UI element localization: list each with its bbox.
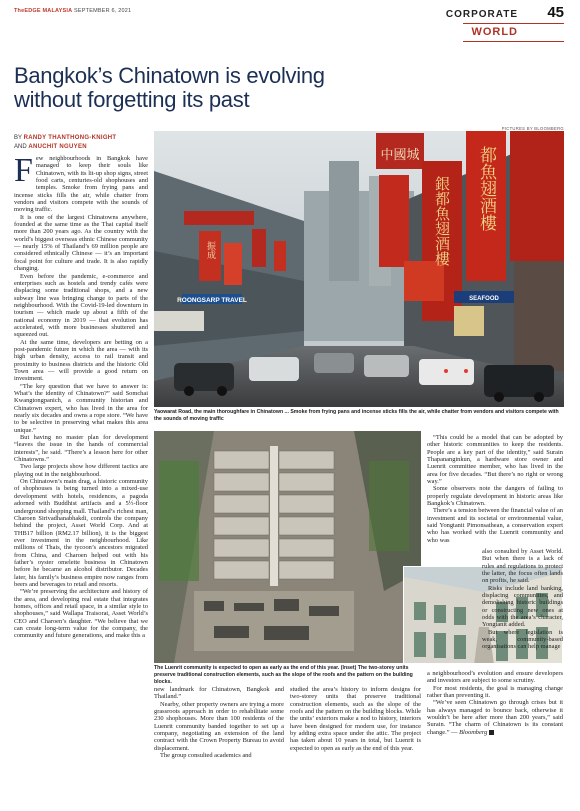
aerial-illustration — [154, 431, 421, 663]
caption-main-photo: Yaowarat Road, the main thoroughfare in Chinatown ... Smoke from frying pans and incense sticks fills the air, while chatter from vendors and visitors compete with the sounds of moving traffic — [154, 409, 559, 422]
paragraph: “We’re preserving the architecture and history of the area, and developing real estate that integrates homes, offices and retail space, in a similar style to shophouses,” said Wallapa Traisorat, Asset World’s CEO and Charoen’s daughter. “We believe that we can create long-term value for the company, the community and future generations, and make this a — [14, 588, 148, 640]
paragraph: But having no master plan for development “leaves the issue in the hands of commercial interests”, he said. “There’s a lesson here for other Chinatowns.” — [14, 434, 148, 464]
paragraph: Nearby, other property owners are trying a more grassroots approach in order to rehabilitate some 230 shophouses. More than 100 residents of the Luenrit community banded together to set up a company, negotiating an extension of the land contract with the Crown Property Bureau to avoid displacement. — [154, 700, 284, 752]
masthead-date: SEPTEMBER 6, 2021 — [74, 8, 132, 14]
byline-author-1: RANDY THANTHONG-KNIGHT — [23, 135, 117, 141]
byline-by: BY — [14, 135, 22, 141]
paragraph: For most residents, the goal is managing change rather than preventing it. — [427, 684, 563, 700]
photo-yaowarat-road — [154, 131, 564, 407]
subsection-label: WORLD — [471, 26, 518, 38]
paragraph — [427, 699, 563, 736]
end-mark-icon — [489, 730, 494, 735]
section-rule — [463, 23, 564, 24]
masthead — [14, 8, 131, 14]
paragraph-text: “We’ve seen Chinatown go through crises but it has always managed to bounce back, otherwise it wouldn’t be here after more than 200 years,” said Surain. “The charm of Chinatown is its constant change.” — — [427, 699, 563, 736]
paragraph: On Chinatown’s main drag, a historic community of shophouses is being turned into a mixed-use development with hotels, residences, a pagoda adorned with Buddhist artifacts and a 5½-floor underground shopping mall. Thailand’s richest man, Charoen Sirivadhanabhakdi, controls the company behind the project, Asset World Corp. And at THB17 billion (RM2.17 billion), it is the biggest ever investment in the neighbourhood. Like millions of Thais, the tycoon’s ancestors migrated from China, and Charoen helped out with his father’s oyster omelette business in Chinatown before he became an alcohol distributor. Decades later, his family’s business empire now ranges from beers and beverages to retail and resorts. — [14, 478, 148, 588]
subsection-rule — [463, 41, 564, 42]
paragraph: also consulted by Asset World. But when there is a lack of rules and regulations to protect the latter, the focus often lands on profits, he said. — [482, 548, 563, 585]
paragraph: It is one of the largest Chinatowns anywhere, founded at the same time as the Thai capital itself more than 200 years ago. As the country with the world’s biggest overseas ethnic Chinese community — nearly 15% of Thailand’s 69 million people are considered ethnically Chinese — it’s an important focal point for culture and trade. It is also rapidly changing. — [14, 213, 148, 273]
byline-and: AND — [14, 144, 27, 150]
street-scene-illustration — [154, 131, 564, 407]
sign-off: Bloomberg — [459, 728, 488, 736]
paragraph: “This could be a model that can be adopted by other historic communities to keep the residents. People are a key part of the identity,” said Surain Thapananginkun, a hardware store owner and Luenrit committee member, who has lived in the area for five decades. “But there’s no right or wrong way.” — [427, 434, 563, 486]
article-column-2 — [154, 686, 284, 759]
sign-text: ROONGSARP TRAVEL — [177, 297, 247, 304]
dropcap: F — [14, 152, 33, 189]
caption-aerial-photo: The Luenrit community is expected to open as early as the end of this year. (Inset) The two-storey units preserve traditional construction elements, such as the slope of the roofs and the pattern on the building blocks. — [154, 665, 413, 685]
paragraph: new landmark for Chinatown, Bangkok and Thailand.” — [154, 686, 284, 701]
paragraph: The group consulted academics and — [160, 752, 252, 760]
page-number: 45 — [547, 4, 564, 21]
article-column-3 — [290, 686, 421, 752]
sign-text: 振成 — [205, 241, 215, 259]
paragraph: a neighbourhood’s evolution and ensure developers and investors are subject to some scrutiny. — [427, 670, 563, 685]
sign-text: 銀都魚翅酒樓 — [433, 176, 451, 266]
paragraph: studied the area’s history to inform designs for two-storey units that preserve traditional construction elements, such as the slope of the roofs and the pattern on the building blocks. While the units’ exteriors make a nod to history, interiors have been designed for modern use, for instance by adding extra space under the attic. The project has taken about 10 years in total, but Luenrit is expected to open as early as the end of this year. — [290, 686, 421, 752]
article-column-4-mid — [482, 548, 563, 651]
photo-credit: PICTURES BY BLOOMBERG — [501, 126, 564, 131]
byline — [14, 134, 116, 152]
sign-text: 都魚翅酒樓 — [476, 146, 496, 231]
article-column-1 — [14, 152, 148, 640]
paragraph: “The key question that we have to answer is: What’s the identity of Chinatown?” said Somchai Kwangtongpanich, a community historian and Chinatown expert, who has lived in the area for nearly six decades and owns a rope store. “We have to be selective in preserving what makes this area unique.” — [14, 382, 148, 434]
sign-text: SEAFOOD — [469, 296, 499, 302]
paragraph: But where legislation is weak, community-based organisations can help manage — [482, 628, 563, 651]
paragraph: Even before the pandemic, e-commerce and enterprises such as hostels and trendy cafés were displacing some traditional shops, and a new subway line was bringing change to parts of the neighbourhood. With the Covid-19-led downturn in tourism — which made up about a fifth of the national economy in 2019 — that evolution has accelerated, with more businesses shuttered and squeezed out. — [14, 272, 148, 339]
paragraph: Risks include land banking, displacing communities, and demolishing historic buildings or constructing new ones at odds with the area’s character, Yongtanit added. — [482, 584, 563, 629]
paragraph: Some observers note the dangers of failing to properly regulate development in historic areas like Bangkok’s Chinatown. — [427, 485, 563, 508]
article-column-4-bottom — [427, 670, 563, 736]
headline: Bangkok’s Chinatown is evolving without forgetting its past — [14, 63, 325, 112]
paragraph: There’s a tension between the financial value of an investment and its societal or environmental value, said Yongtanit Pimonsathean, a conservation expert who has worked with the Luenrit community and who was — [427, 507, 563, 544]
section-label: CORPORATE — [445, 9, 518, 20]
paragraph: ew neighbourhoods in Bangkok have managed to keep their souls like Chinatown, with its lit-up shop signs, street food carts, centuries-old shophouses and temples. Smoke from frying pans and incense sticks fills the air, while chatter from vendors and visitors compete with the sounds of moving traffic. — [14, 155, 148, 214]
paragraph: At the same time, developers are betting on a post-pandemic future in which the area — with its high urban density, access to rail transit and proximity to business districts and the historic Old Town area — will provide a good return on investment. — [14, 338, 148, 383]
masthead-brand: TheEDGE MALAYSIA — [14, 8, 73, 14]
photo-luenrit-aerial — [154, 431, 421, 663]
article-column-4-top — [427, 434, 563, 544]
sign-text: 中國城 — [380, 148, 420, 163]
byline-author-2: ANUCHIT NGUYEN — [28, 144, 87, 150]
paragraph: Two large projects show how different tactics are playing out in the neighbourhood. — [14, 463, 148, 478]
